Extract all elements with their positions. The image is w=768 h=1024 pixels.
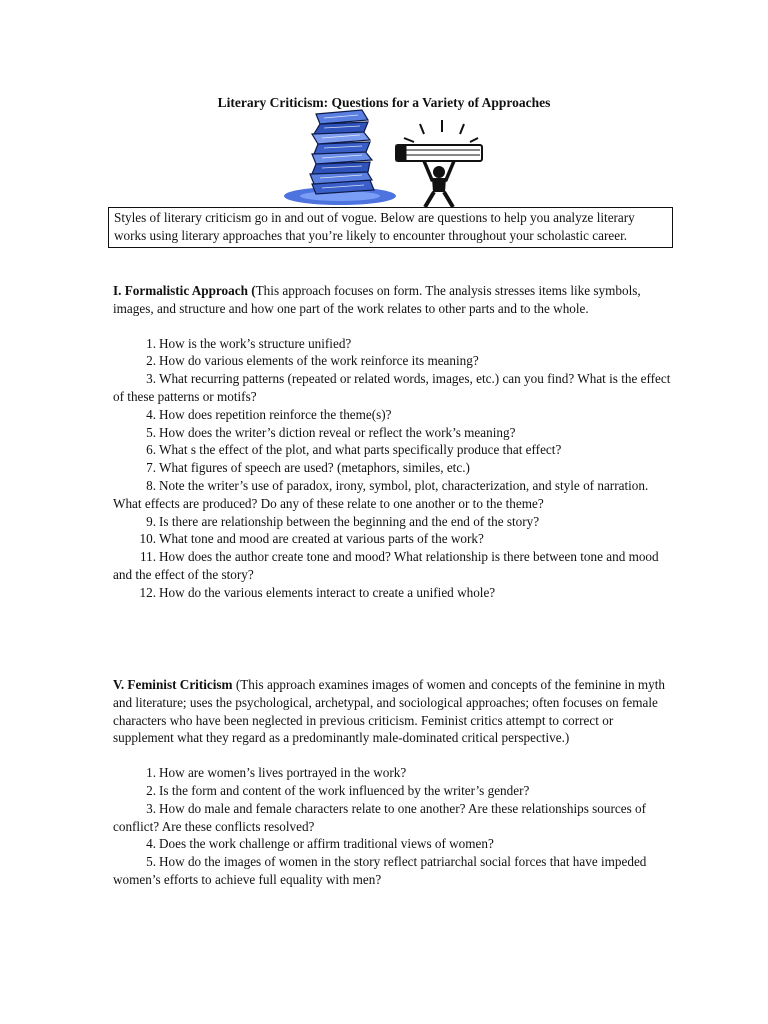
list-item xyxy=(113,459,673,477)
list-item xyxy=(113,584,673,602)
item-text: Is the form and content of the work influenced by the writer’s gender? xyxy=(159,782,530,798)
item-text: Does the work challenge or affirm traditional views of women? xyxy=(159,836,494,852)
formalist-questions xyxy=(113,335,673,602)
item-text: How does repetition reinforce the theme(s)? xyxy=(159,406,392,422)
item-text: Note the writer’s use of paradox, irony, symbol, plot, characterization, and style of narration. What effects are produced? Do any of these relate to one another or to the theme? xyxy=(113,477,649,511)
item-number: 8. xyxy=(146,477,156,493)
item-number: 4. xyxy=(146,406,156,422)
item-number: 11. xyxy=(140,549,156,565)
feminist-text: (This approach examines images of women and concepts of the feminine in myth and literature; uses the psychological, archetypal, and sociological approaches; often focuses on female characters who have been neglected in previous criticism. Feminist critics attempt to correct or supplement what they regard as a predominantly male-dominated critical perspective.) xyxy=(113,677,666,746)
feminist-questions xyxy=(113,764,673,889)
feminist-section xyxy=(113,676,673,889)
item-number: 5. xyxy=(146,854,156,870)
intro-box: Styles of literary criticism go in and out of vogue. Below are questions to help you analyze literary works using literary approaches that you’re likely to encounter throughout your scholastic career. xyxy=(108,207,673,248)
item-text: How do male and female characters relate to one another? Are these relationships sources of conflict? Are these conflicts resolved? xyxy=(113,800,647,834)
formalist-section xyxy=(113,282,673,602)
item-number: 12. xyxy=(139,584,156,600)
list-item xyxy=(113,352,673,370)
feminist-paragraph xyxy=(113,676,673,747)
clipart xyxy=(282,108,492,208)
list-item xyxy=(113,548,673,584)
item-text: How is the work’s structure unified? xyxy=(159,335,352,351)
item-number: 3. xyxy=(146,371,156,387)
item-text: How are women’s lives portrayed in the work? xyxy=(159,765,407,781)
list-item xyxy=(113,406,673,424)
item-text: What s the effect of the plot, and what parts specifically produce that effect? xyxy=(159,442,562,458)
list-item xyxy=(113,441,673,459)
list-item xyxy=(113,530,673,548)
list-item xyxy=(113,764,673,782)
item-number: 2. xyxy=(146,782,156,798)
item-text: Is there are relationship between the beginning and the end of the story? xyxy=(159,513,540,529)
list-item xyxy=(113,424,673,442)
item-text: How does the writer’s diction reveal or reflect the work’s meaning? xyxy=(159,424,516,440)
item-number: 3. xyxy=(146,800,156,816)
list-item xyxy=(113,853,673,889)
item-text: How do various elements of the work reinforce its meaning? xyxy=(159,353,479,369)
item-number: 10. xyxy=(139,531,156,547)
item-number: 1. xyxy=(146,765,156,781)
formalist-heading: I. Formalistic Approach ( xyxy=(113,283,256,298)
formalist-text: This approach focuses on form. The analysis stresses items like symbols, images, and structure and how one part of the work relates to other parts and to the whole. xyxy=(113,283,641,316)
item-text: How do the various elements interact to create a unified whole? xyxy=(159,584,496,600)
item-text: What tone and mood are created at various parts of the work? xyxy=(159,531,484,547)
item-text: How do the images of women in the story reflect patriarchal social forces that have impeded women’s efforts to achieve full equality with men? xyxy=(113,854,647,887)
list-item xyxy=(113,800,673,836)
item-number: 1. xyxy=(146,335,156,351)
item-number: 4. xyxy=(146,836,156,852)
item-text: How does the author create tone and mood? What relationship is there between tone and mood and the effect of the story? xyxy=(113,549,659,582)
formalist-paragraph xyxy=(113,282,673,318)
book-stack-icon xyxy=(284,110,396,205)
item-number: 9. xyxy=(146,513,156,529)
list-item xyxy=(113,370,673,406)
list-item xyxy=(113,335,673,353)
item-number: 6. xyxy=(146,442,156,458)
feminist-heading: V. Feminist Criticism xyxy=(113,677,233,692)
list-item xyxy=(113,835,673,853)
list-item xyxy=(113,477,673,513)
item-number: 5. xyxy=(146,424,156,440)
item-text: What recurring patterns (repeated or related words, images, etc.) can you find? What is the effect of these patterns or motifs? xyxy=(113,371,671,404)
list-item xyxy=(113,513,673,531)
document-title: Literary Criticism: Questions for a Variety of Approaches xyxy=(217,95,551,110)
item-text: What figures of speech are used? (metaphors, similes, etc.) xyxy=(159,460,470,476)
item-number: 7. xyxy=(146,460,156,476)
item-number: 2. xyxy=(146,353,156,369)
list-item xyxy=(113,782,673,800)
person-lifting-book-icon xyxy=(396,120,482,207)
